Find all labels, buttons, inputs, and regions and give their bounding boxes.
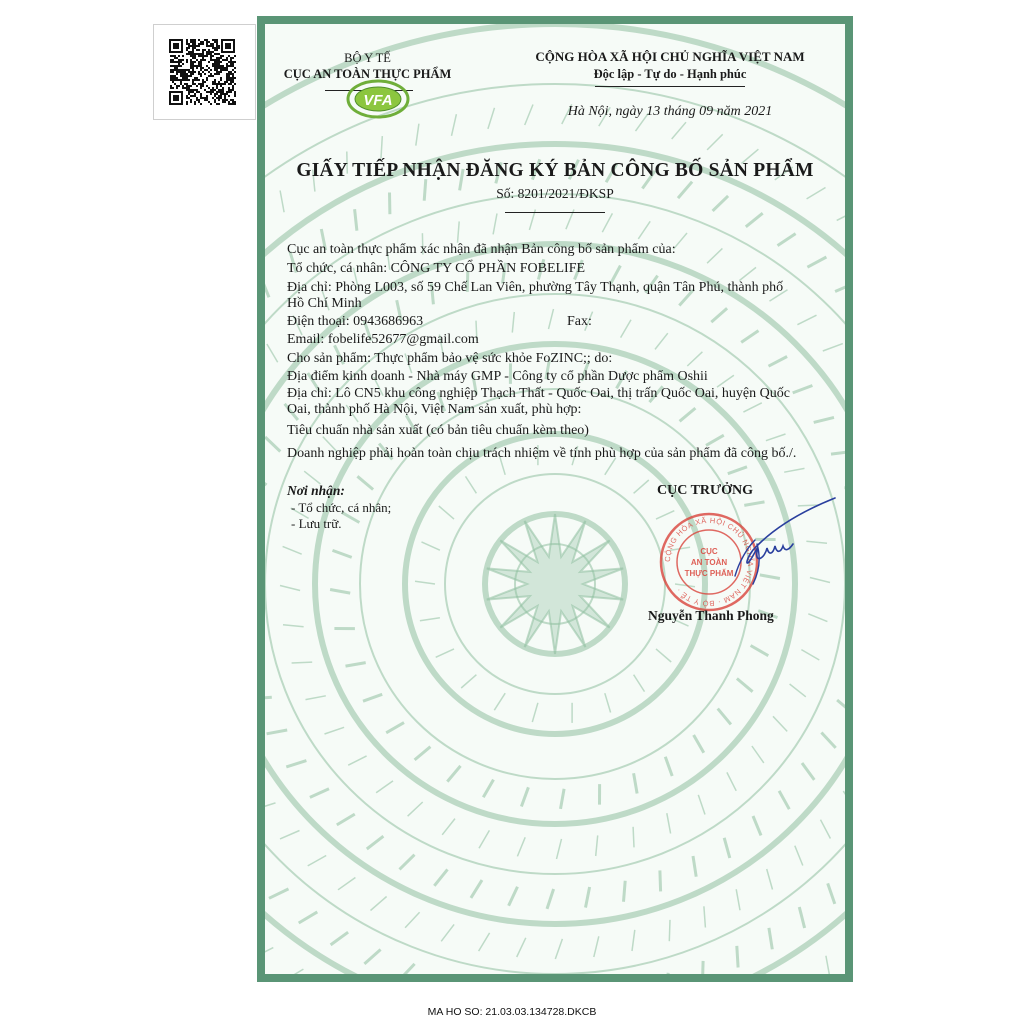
handwritten-signature (695, 492, 845, 602)
organization-line: Tổ chức, cá nhân: CÔNG TY CỔ PHẦN FOBELIFE (287, 261, 586, 276)
vfa-logo (345, 78, 411, 120)
issue-date: Hà Nội, ngày 13 tháng 09 năm 2021 (567, 104, 773, 119)
fax-line: Fax: (567, 314, 592, 329)
signer-position: CỤC TRƯỞNG (657, 483, 754, 498)
svg-text:CỘNG HÒA XÃ HỘI CHỦ NGHĨA VIỆT: CỘNG HÒA XÃ HỘI CHỦ NGHĨA VIỆT NAM · BỘ Y TẾ · (662, 515, 756, 609)
document-number: Số: 8201/2021/ĐKSP (496, 186, 614, 201)
title-rule (505, 212, 605, 213)
email-line: Email: fobelife52677@gmail.com (287, 332, 479, 347)
recipients-label: Nơi nhận: (287, 483, 345, 498)
qr-code (169, 39, 239, 105)
responsibility-line: Doanh nghiệp phải hoàn toàn chịu trách nhiệm về tính phù hợp của sản phẩm đã công bố./. (287, 446, 797, 461)
dossier-code: MA HO SO: 21.03.03.134728.DKCB (427, 1006, 597, 1018)
country-name: CỘNG HÒA XÃ HỘI CHỦ NGHĨA VIỆT NAM (535, 49, 805, 64)
product-line: Cho sản phẩm: Thực phẩm bảo vệ sức khỏe FoZINC;; do: (287, 351, 613, 366)
recipient-item: - Tổ chức, cá nhân; (291, 500, 392, 515)
standard-line: Tiêu chuẩn nhà sản xuất (có bản tiêu chuẩn kèm theo) (287, 423, 589, 438)
document-title: GIẤY TIẾP NHẬN ĐĂNG KÝ BẢN CÔNG BỐ SẢN PHẨM (296, 160, 814, 181)
address-line-2: Hồ Chí Minh (287, 296, 362, 311)
svg-text:VFA: VFA (363, 92, 393, 109)
recipient-item: - Lưu trữ. (291, 516, 342, 531)
factory-address-line-2: Oai, thành phố Hà Nội, Việt Nam sản xuất, phù hợp: (287, 402, 582, 417)
svg-text:THỰC PHẨM: THỰC PHẨM (684, 569, 734, 578)
intro-line: Cục an toàn thực phẩm xác nhận đã nhận Bản công bố sản phẩm của: (287, 242, 676, 257)
header-right-rule (595, 86, 745, 87)
department-name: CỤC AN TOÀN THỰC PHẨM (283, 67, 452, 81)
svg-text:AN TOÀN: AN TOÀN (690, 558, 728, 567)
qr-code-box (153, 24, 256, 120)
certificate-frame (257, 16, 853, 982)
address-line-1: Địa chỉ: Phòng L003, số 59 Chế Lan Viên, phường Tây Thạnh, quận Tân Phú, thành phố (287, 280, 784, 295)
national-motto: Độc lập - Tự do - Hạnh phúc (593, 67, 747, 81)
business-place-line: Địa điểm kinh doanh - Nhà máy GMP - Công ty cổ phần Dược phẩm Oshii (287, 369, 708, 384)
certificate-content (265, 24, 845, 974)
phone-line: Điện thoại: 0943686963 (287, 314, 424, 329)
svg-text:CỤC: CỤC (700, 547, 718, 556)
factory-address-line-1: Địa chỉ: Lô CN5 khu công nghiệp Thạch Thất - Quốc Oai, thị trấn Quốc Oai, huyện Quốc (287, 386, 790, 401)
ministry-name: BỘ Y TẾ (344, 51, 391, 65)
signer-name: Nguyễn Thanh Phong (648, 608, 774, 623)
